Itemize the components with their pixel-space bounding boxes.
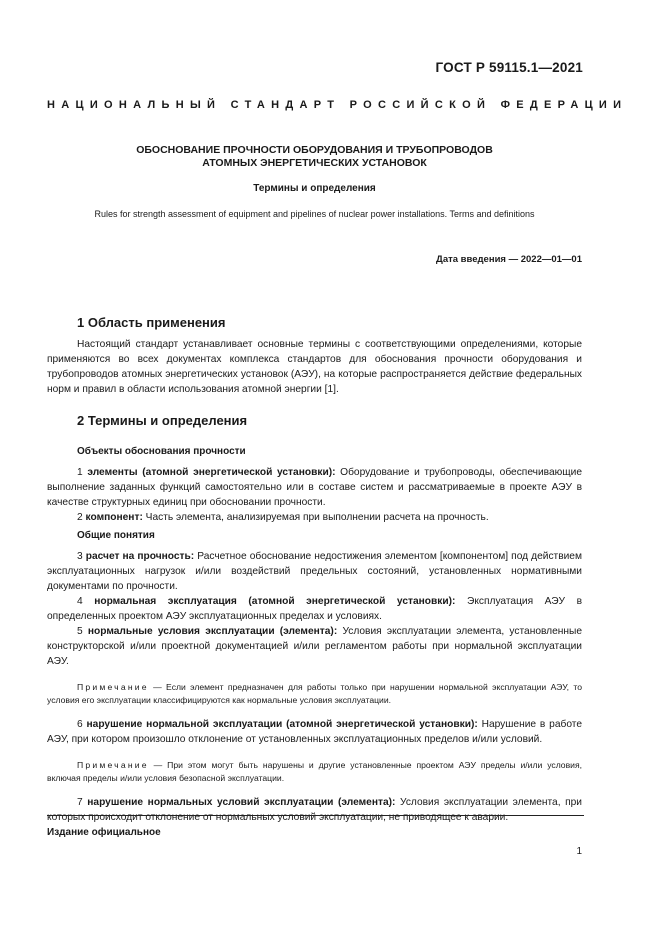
- section-1-heading: 1 Область применения: [77, 315, 226, 330]
- title-line-2: АТОМНЫХ ЭНЕРГЕТИЧЕСКИХ УСТАНОВОК: [202, 157, 427, 169]
- document-title: [47, 144, 582, 170]
- term-definition: Нарушение в работе АЭУ, при котором произошло отклонение от установленных эксплуатационных пределов и/или условий.: [47, 719, 582, 745]
- document-subtitle: Термины и определения: [253, 183, 376, 194]
- term-1: [47, 465, 582, 510]
- term-number: 2: [77, 512, 83, 523]
- term-definition: Расчетное обоснование недостижения элементом [компонентом] под действием эксплуатационных нагрузок и/или воздействий предельных состояний, установленных нормативными документами по прочности.: [47, 551, 582, 592]
- page-number: 1: [576, 846, 582, 857]
- term-name: нарушение нормальной эксплуатации (атомной энергетической установки):: [86, 719, 478, 730]
- term-number: 3: [77, 551, 83, 562]
- section-2-heading: 2 Термины и определения: [77, 413, 248, 428]
- note-text: — При этом могут быть нарушены и другие установленные проектом АЭУ пределы и/или условия, включая пределы и/или условия безопасной эксплуатации.: [47, 760, 582, 783]
- note-2: [47, 759, 582, 785]
- footer-divider: [47, 815, 584, 816]
- group-heading-objects: Объекты обоснования прочности: [77, 446, 246, 457]
- term-2: [47, 510, 582, 525]
- term-name: расчет на прочность:: [85, 551, 195, 562]
- term-5: [47, 624, 582, 669]
- standard-id: ГОСТ Р 59115.1—2021: [435, 60, 583, 75]
- term-definition: Оборудование и трубопроводы, обеспечивающие выполнение заданных функций самостоятельно или в составе систем и рассматриваемые в проекте АЭУ в качестве структурных единиц при обосновании прочности.: [47, 467, 582, 508]
- group-heading-general: Общие понятия: [77, 530, 155, 541]
- english-title: Rules for strength assessment of equipment and pipelines of nuclear power installations. Terms and definitions: [94, 209, 535, 219]
- official-edition-label: Издание официальное: [47, 827, 161, 838]
- section-1-paragraph: Настоящий стандарт устанавливает основные термины с соответствующими определениями, которые применяются во всех документах комплекса стандартов для обоснования прочности оборудования и трубопроводов атомных энергетических установок (АЭУ), на которые распространяется действие федеральных норм и правил в области использования атомной энергии [1].: [47, 339, 582, 395]
- terms-block-2: [47, 549, 582, 825]
- section-1-body: [47, 337, 582, 397]
- term-name: компонент:: [85, 512, 143, 523]
- term-name: нарушение нормальных условий эксплуатации (элемента):: [87, 797, 396, 808]
- term-definition: Часть элемента, анализируемая при выполнении расчета на прочность.: [142, 512, 489, 523]
- national-standard-banner: НАЦИОНАЛЬНЫЙ СТАНДАРТ РОССИЙСКОЙ ФЕДЕРАЦИИ: [47, 99, 628, 111]
- term-definition: Эксплуатация АЭУ в определенных проектом АЭУ эксплуатационных пределах и условиях.: [47, 596, 582, 622]
- introduction-date: Дата введения — 2022—01—01: [436, 254, 582, 265]
- note-label: Примечание: [77, 760, 149, 770]
- note-1: [47, 681, 582, 707]
- term-number: 6: [77, 719, 83, 730]
- term-name: нормальные условия эксплуатации (элемента):: [87, 626, 338, 637]
- term-number: 7: [77, 797, 83, 808]
- term-6: [47, 717, 582, 747]
- term-name: нормальная эксплуатация (атомной энергетической установки):: [94, 596, 456, 607]
- term-number: 1: [77, 467, 83, 478]
- terms-block-1: [47, 465, 582, 525]
- term-definition: Условия эксплуатации элемента, установленные конструкторской и/или проектной документацией и/или регламентом работы при нормальной эксплуатации АЭУ.: [47, 626, 583, 667]
- term-number: 4: [77, 596, 83, 607]
- term-4: [47, 594, 582, 624]
- term-7: [47, 795, 582, 825]
- term-definition: Условия эксплуатации элемента, при которых происходит отклонение от нормальных условий эксплуатации, не приводящее к аварии.: [47, 797, 582, 823]
- term-name: элементы (атомной энергетической установки):: [87, 467, 336, 478]
- note-text: — Если элемент предназначен для работы только при нарушении нормальной эксплуатации АЭУ, то условия его эксплуатации классифицируются как нормальные условия эксплуатации.: [47, 682, 582, 705]
- note-label: Примечание: [77, 682, 149, 692]
- title-line-1: ОБОСНОВАНИЕ ПРОЧНОСТИ ОБОРУДОВАНИЯ И ТРУБОПРОВОДОВ: [136, 144, 493, 156]
- term-3: [47, 549, 582, 594]
- term-number: 5: [77, 626, 83, 637]
